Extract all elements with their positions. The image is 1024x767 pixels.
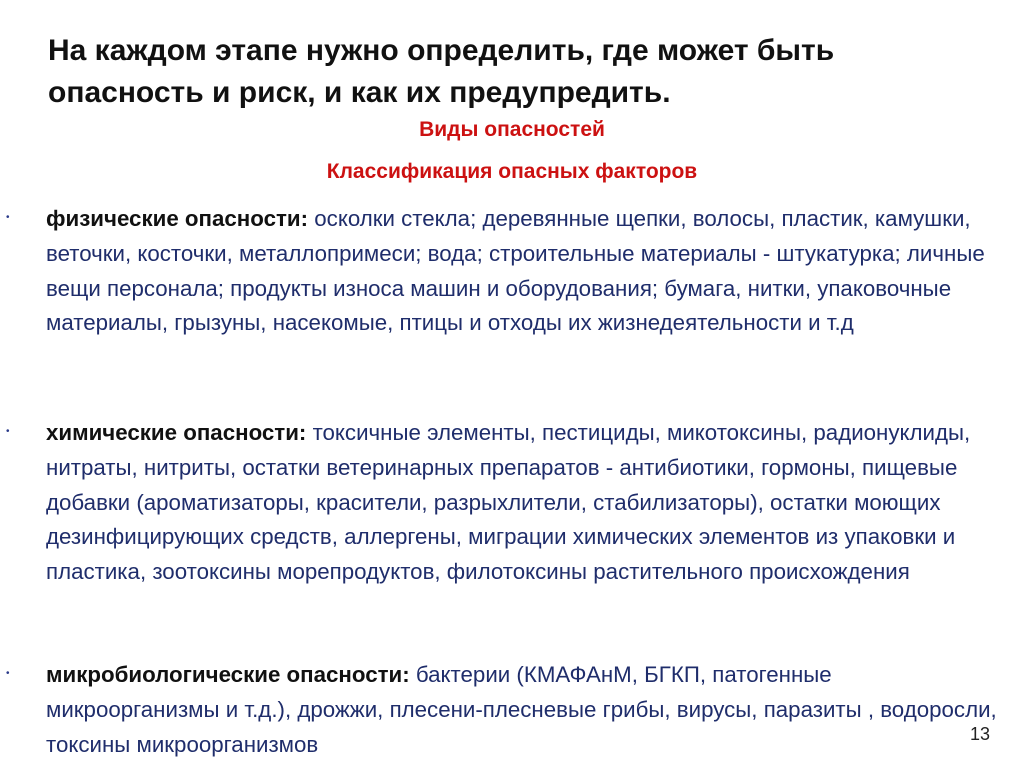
subheading-hazard-types: Виды опасностей — [419, 118, 605, 141]
list-item-text — [46, 416, 1006, 590]
bullet-icon: • — [6, 668, 10, 679]
item-title: химические опасности: — [46, 420, 307, 445]
item-description: осколки стекла; деревянные щепки, волосы, пластик, камушки, веточки, косточки, металлопримеси; вода; строительные материалы - штукатурка; личные вещи персонала; продукты износа машин и оборудования; бумага, нитки, упаковочные материалы, грызуны, насекомые, птицы и отходы их жизнедеятельности и т.д — [46, 206, 985, 336]
bullet-icon: • — [6, 426, 10, 437]
subheading-classification: Классификация опасных факторов — [326, 160, 698, 183]
page-number: 13 — [969, 724, 990, 744]
list-item-text — [46, 202, 1006, 341]
item-title: физические опасности: — [46, 206, 309, 231]
item-title: микробиологические опасности: — [46, 662, 410, 687]
slide-heading: На каждом этапе нужно определить, где может быть опасность и риск, и как их предупредить. — [48, 34, 835, 109]
list-item-text — [46, 658, 1006, 762]
item-description: токсичные элементы, пестициды, микотоксины, радионуклиды, нитраты, нитриты, остатки ветеринарных препаратов - антибиотики, гормоны, пищевые добавки (ароматизаторы, красители, разрыхлители, стабилизаторы), остатки моющих дезинфицирующих средств, аллергены, миграции химических элементов из упаковки и пластика, зоотоксины морепродуктов, филотоксины растительного происхождения — [46, 420, 971, 585]
item-description: бактерии (КМАФАнМ, БГКП, патогенные микроорганизмы и т.д.), дрожжи, плесени-плесневые грибы, вирусы, паразиты , водоросли, токсины микроорганизмов — [46, 662, 997, 757]
bullet-icon: • — [6, 212, 10, 223]
